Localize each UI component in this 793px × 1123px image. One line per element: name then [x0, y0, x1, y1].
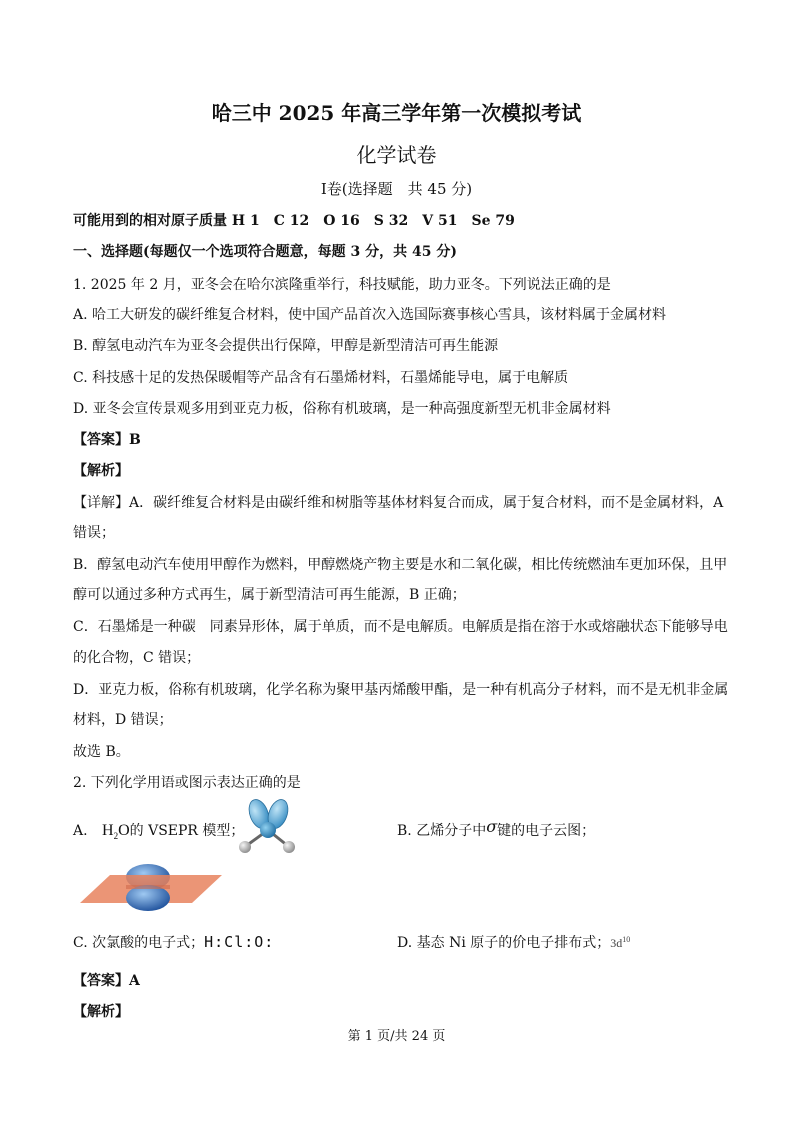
q2-option-b-text: B. 乙烯分子中 [397, 823, 487, 839]
q2-option-b [397, 817, 596, 840]
atomic-mass-line: 可能用到的相对原子质量 H 1 C 12 O 16 S 32 V 51 Se 79 [73, 213, 515, 229]
q1-detail-line: 故选 B。 [73, 744, 130, 760]
q2-option-c [73, 932, 274, 952]
page-footer: 第 1 页/共 24 页 [347, 1029, 446, 1044]
exam-title: 哈三中 2025 年高三学年第一次模拟考试 [211, 101, 582, 125]
q1-detail-line: B．醇氢电动汽车使用甲醇作为燃料，甲醇燃烧产物主要是水和二氧化碳，相比传统燃油车更加环保，且甲 [73, 557, 728, 573]
sigma-symbol: σ [486, 817, 498, 836]
q1-detail-line: 错误； [73, 525, 115, 541]
q2-option-c-text: C. 次氯酸的电子式； [73, 935, 205, 951]
q1-detail-line: D．亚克力板，俗称有机玻璃，化学名称为聚甲基丙烯酸甲酯，是一种有机高分子材料，而不是无机非金属 [73, 682, 729, 698]
q1-option-d: D. 亚冬会宣传景观多用到亚克力板，俗称有机玻璃，是一种高强度新型无机非金属材料 [73, 401, 611, 417]
q1-option-c: C. 科技感十足的发热保暖帽等产品含有石墨烯材料，石墨烯能导电，属于电解质 [73, 370, 569, 386]
q1-analysis: 【解析】 [73, 463, 129, 479]
q1-detail-line: 的化合物，C 错误； [73, 650, 201, 666]
part-heading: Ⅰ卷(选择题 共 45 分) [320, 180, 473, 198]
sigma-bond-cloud-image [80, 857, 222, 917]
q1-detail-line: 醇可以通过多种方式再生，属于新型清洁可再生能源，B 正确； [73, 587, 466, 603]
q2-option-d-text: D. 基态 Ni 原子的价电子排布式； [397, 935, 611, 951]
q1-stem: 1. 2025 年 2 月，亚冬会在哈尔滨隆重举行，科技赋能，助力亚冬。下列说法正确的是 [73, 277, 611, 293]
q2-analysis: 【解析】 [73, 1004, 129, 1020]
q2-option-a-label: A. [73, 823, 88, 839]
q2-option-a-text: 的 VSEPR 模型； [129, 823, 245, 839]
q2-option-d [397, 932, 630, 952]
q1-detail-line: C．石墨烯是一种碳 同素异形体，属于单质，而不是电解质。电解质是指在溶于水或熔融状态下能够导电 [73, 619, 728, 635]
q1-option-b: B. 醇氢电动汽车为亚冬会提供出行保障，甲醇是新型清洁可再生能源 [73, 338, 499, 354]
q1-detail-line: 材料，D 错误； [73, 712, 173, 728]
q2-answer: 【答案】A [73, 973, 140, 989]
water-formula: $H_2O$ [102, 822, 130, 842]
exam-subtitle: 化学试卷 [356, 143, 437, 167]
hypochlorous-lewis-structure: H:Cl:O: [204, 933, 275, 951]
q2-option-b-text2: 键的电子云图； [497, 823, 596, 839]
q1-answer: 【答案】B [73, 432, 141, 448]
q1-option-a: A. 哈工大研发的碳纤维复合材料，使中国产品首次入选国际赛事核心雪具，该材料属于金属材料 [73, 307, 667, 323]
q2-option-a [73, 820, 244, 841]
q2-stem: 2. 下列化学用语或图示表达正确的是 [73, 775, 301, 791]
q1-detail-line: 【详解】A．碳纤维复合材料是由碳纤维和树脂等基体材料复合而成，属于复合材料，而不是金属材料，A [73, 495, 724, 511]
section-heading: 一、选择题(每题仅一个选项符合题意，每题 3 分，共 45 分) [73, 244, 457, 260]
vsepr-model-image [234, 798, 302, 858]
electron-configuration: $3d^{10}$ [610, 935, 631, 950]
